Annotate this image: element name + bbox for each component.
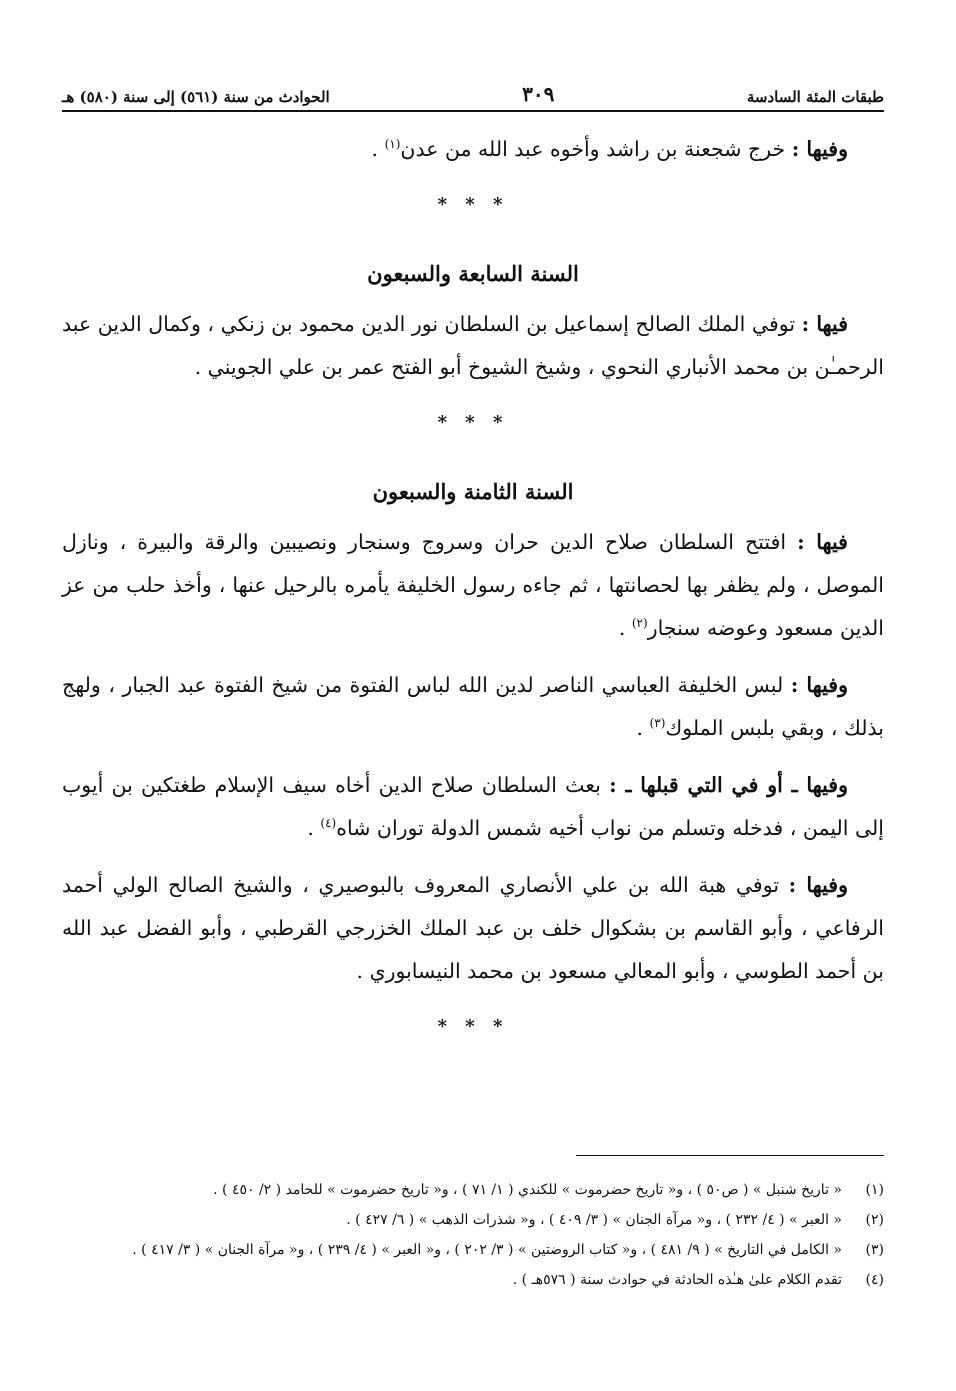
paragraph-78-1: فيها : افتتح السلطان صلاح الدين حران وسروج وسنجار ونصيبين والرقة والبيرة ، ونازل الموصل ، ولم يظفر بها لحصانتها ، ثم جاءه رسول الخليفة يأمره بالرحيل عنها ، وأخذ حلب من عز الدين مسعود وعوضه سنجار$^{(٢)}$ . xyxy=(62,530,884,640)
section-heading-78: السنة الثامنة والسبعون xyxy=(372,479,574,504)
paragraph-77-1 xyxy=(62,303,884,389)
paragraph-lead: وفيها : xyxy=(791,137,848,161)
paragraph-78-3: وفيها ـ أو في التي قبلها ـ : بعث السلطان صلاح الدين أخاه سيف الإسلام طغتكين بن أيوب إلى اليمن ، فدخله وتسلم من نواب أخيه شمس الدولة توران شاه$^{(٤)}$ . xyxy=(62,773,884,840)
paragraph-78-2: وفيها : لبس الخليفة العباسي الناصر لدين الله لباس الفتوة من شيخ الفتوة عبد الجبار ، ولهج بذلك ، وبقي بلبس الملوك$^{(٣)}$ . xyxy=(62,673,884,740)
paragraph-intro: وفيها : خرج شجعنة بن راشد وأخوه عبد الله من عدن$^{(١)}$ . xyxy=(371,137,848,161)
paragraph-text: توفي هبة الله بن علي الأنصاري المعروف بالبوصيري ، والشيخ الصالح الولي أحمد الرفاعي ، وأبو القاسم بن بشكوال خلف بن عبد الملك الخزرجي القرطبي ، وأبو الفضل عبد الله بن أحمد الطوسي ، وأبو المعالي مسعود بن محمد النيسابوري . xyxy=(62,873,884,983)
header-rule xyxy=(62,110,884,112)
footnote-number: (٤) xyxy=(865,1272,884,1288)
footnote-4 xyxy=(62,1265,884,1295)
footnote-2 xyxy=(62,1205,884,1235)
running-header xyxy=(62,78,884,106)
section-separator: * * * xyxy=(437,412,509,433)
section-heading-77: السنة السابعة والسبعون xyxy=(367,261,579,286)
footnote-ref[interactable]: (١) xyxy=(384,137,401,152)
paragraph-lead: وفيها : xyxy=(790,673,848,697)
footnote-number: (٢) xyxy=(865,1212,884,1228)
footnote-number: (١) xyxy=(865,1182,884,1198)
footnote-ref[interactable]: (٢) xyxy=(631,616,648,631)
footnote-ref[interactable]: (٣) xyxy=(649,716,666,731)
header-book-title: طبقات المئة السادسة xyxy=(746,88,884,106)
paragraph-text: توفي الملك الصالح إسماعيل بن السلطان نور الدين محمود بن زنكي ، وكمال الدين عبد الرحمـٰن بن محمد الأنباري النحوي ، وشيخ الشيوخ أبو الفتح عمر بن علي الجويني . xyxy=(62,312,884,379)
paragraph-lead: وفيها : xyxy=(788,873,848,897)
footnote-text: تقدم الكلام علىٰ هـٰذه الحادثة في حوادث سنة ( ٥٧٦هـ ) . xyxy=(512,1272,842,1288)
footnote-1 xyxy=(62,1175,884,1205)
footnote-number: (٣) xyxy=(865,1242,884,1258)
paragraph-lead: فيها : xyxy=(797,530,848,554)
paragraph-text: بعث السلطان صلاح الدين أخاه سيف الإسلام طغتكين بن أيوب إلى اليمن ، فدخله وتسلم من نواب أخيه شمس الدولة توران شاه xyxy=(62,773,884,840)
page-number: ٣٠٩ xyxy=(522,82,555,106)
footnote-text: « تاريخ شنبل » ( ص٥٠ ) ، و« تاريخ حضرموت » للكندي ( ١/ ٧١ ) ، و« تاريخ حضرموت » للحامد ( ٢/ ٤٥٠ ) . xyxy=(213,1182,842,1198)
header-chapter-title: الحوادث من سنة (٥٦١) إلى سنة (٥٨٠) هـ xyxy=(62,88,330,106)
footnote-text: « الكامل في التاريخ » ( ٩/ ٤٨١ ) ، و« كتاب الروضتين » ( ٣/ ٢٠٢ ) ، و« العبر » ( ٤/ ٢٣٩ ) ، و« مرآة الجنان » ( ٣/ ٤١٧ ) . xyxy=(132,1242,842,1258)
footnote-text: « العبر » ( ٤/ ٢٣٢ ) ، و« مرآة الجنان » ( ٣/ ٤٠٩ ) ، و« شذرات الذهب » ( ٦/ ٤٢٧ ) . xyxy=(346,1212,842,1228)
paragraph-lead: وفيها ـ أو في التي قبلها ـ : xyxy=(609,773,848,797)
paragraph-78-4 xyxy=(62,864,884,993)
footnote-rule xyxy=(576,1155,884,1156)
footnotes xyxy=(62,1175,884,1295)
footnote-3 xyxy=(62,1235,884,1265)
section-separator: * * * xyxy=(437,194,509,215)
main-text xyxy=(62,128,884,1074)
paragraph-lead: فيها : xyxy=(801,312,848,336)
paragraph-text: خرج شجعنة بن راشد وأخوه عبد الله من عدن xyxy=(400,137,792,161)
footnote-ref[interactable]: (٤) xyxy=(320,816,337,831)
section-separator: * * * xyxy=(437,1016,509,1037)
paragraph-text: لبس الخليفة العباسي الناصر لدين الله لباس الفتوة من شيخ الفتوة عبد الجبار ، ولهج بذلك ، وبقي بلبس الملوك xyxy=(62,673,884,740)
paragraph-text: افتتح السلطان صلاح الدين حران وسروج وسنجار ونصيبين والرقة والبيرة ، ونازل الموصل ، ولم يظفر بها لحصانتها ، ثم جاءه رسول الخليفة يأمره بالرحيل عنها ، وأخذ حلب من عز الدين مسعود وعوضه سنجار xyxy=(62,530,884,640)
